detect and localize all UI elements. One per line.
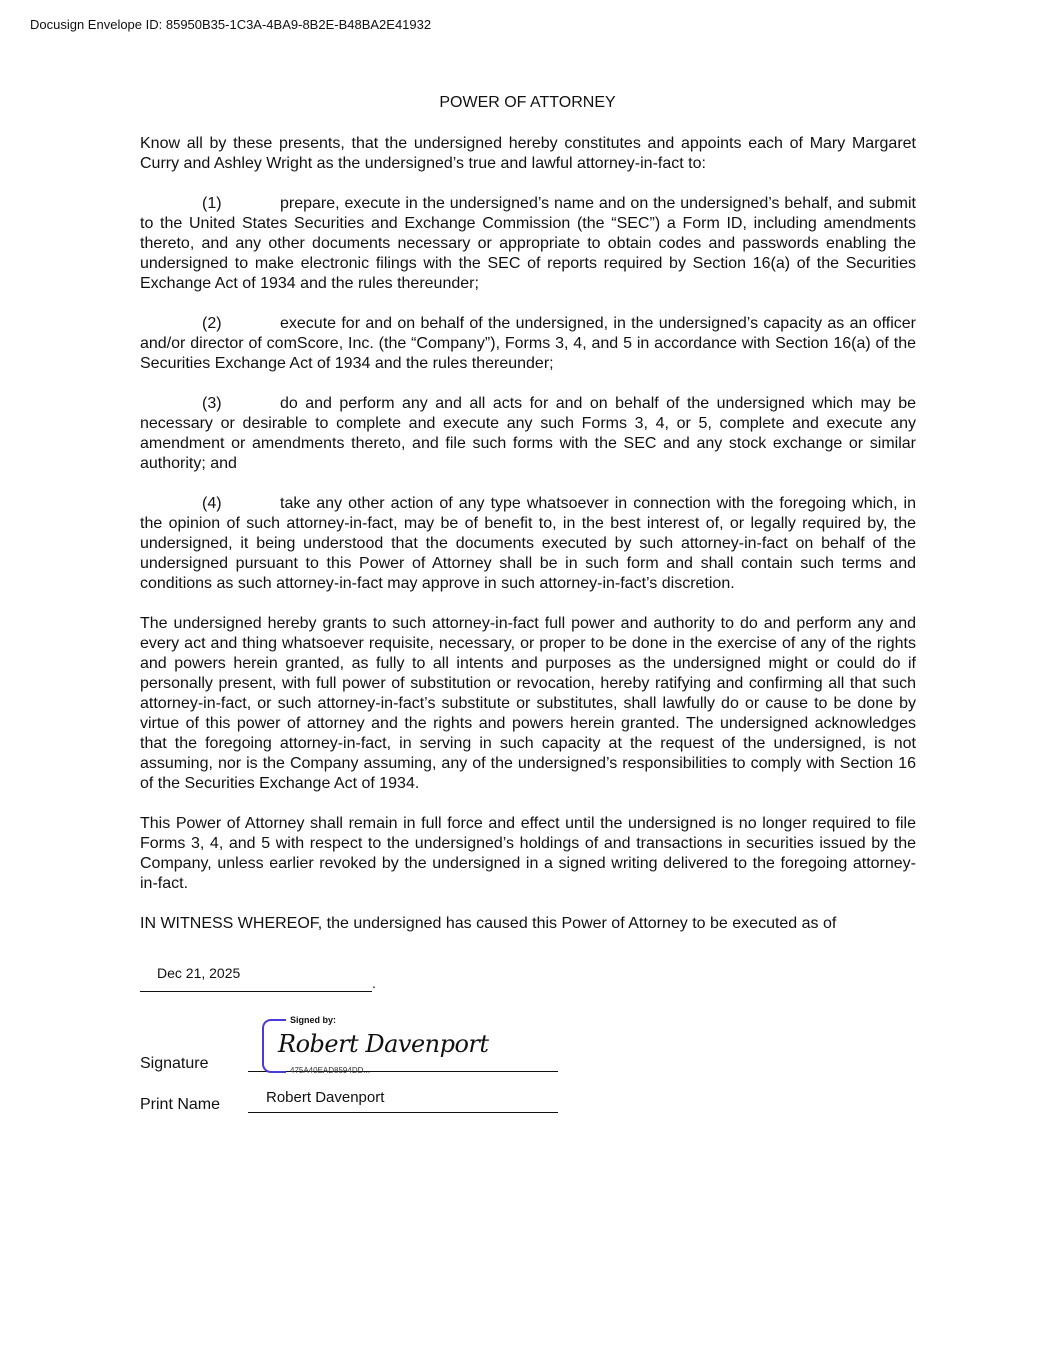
item-2 — [140, 314, 916, 374]
item-text: do and perform any and all acts for and on behalf of the undersigned which may be necessary or desirable to complete and execute any such Forms 3, 4, or 5, complete and execute any amendment or amendments thereto, and file such forms with the SEC and any stock exchange or similar authority; and — [140, 395, 916, 472]
envelope-id: Docusign Envelope ID: 85950B35-1C3A-4BA9-8B2E-B48BA2E41932 — [30, 17, 432, 32]
item-number: (4) — [202, 495, 222, 512]
print-name-value: Robert Davenport — [266, 1089, 385, 1106]
item-1 — [140, 194, 916, 294]
grant-paragraph: The undersigned hereby grants to such attorney-in-fact full power and authority to do and perform any and every act and thing whatsoever requisite, necessary, or proper to be done in the exercise of any of the rights and powers herein granted, as fully to all intents and purposes as the undersigned might or could do if personally present, with full power of substitution or revocation, hereby ratifying and confirming all that such attorney-in-fact, or such attorney-in-fact’s substitute or substitutes, shall lawfully do or cause to be done by virtue of this power of attorney and the rights and powers herein granted. The undersigned acknowledges that the foregoing attorney-in-fact, in serving in such capacity at the request of the undersigned, is not assuming, nor is the Company assuming, any of the undersigned’s responsibilities to comply with Section 16 of the Securities Exchange Act of 1934. — [140, 615, 916, 792]
item-text: prepare, execute in the undersigned’s name and on the undersigned’s behalf, and submit to the United States Securities and Exchange Commission (the “SEC”) a Form ID, including amendments thereto, and any other documents necessary or appropriate to obtain codes and passwords enabling the undersigned to make electronic filings with the SEC of reports required by Section 16(a) of the Securities Exchange Act of 1934 and the rules thereunder; — [140, 195, 916, 292]
signature-image: Robert Davenport — [278, 1030, 489, 1058]
document-title: POWER OF ATTORNEY — [439, 94, 616, 111]
print-name-label: Print Name — [140, 1096, 221, 1113]
item-number: (3) — [202, 395, 222, 412]
intro-paragraph: Know all by these presents, that the undersigned hereby constitutes and appoints each of Mary Margaret Curry and Ashley Wright as the undersigned’s true and lawful attorney-in-fact to: — [140, 135, 916, 172]
witness-paragraph: IN WITNESS WHEREOF, the undersigned has caused this Power of Attorney to be executed as of — [140, 915, 837, 932]
date-value: Dec 21, 2025 — [157, 965, 241, 981]
item-text: execute for and on behalf of the undersigned, in the undersigned’s capacity as an officer and/or director of comScore, Inc. (the “Company”), Forms 3, 4, and 5 in accordance with Section 16(a) of the Securities Exchange Act of 1934 and the rules thereunder; — [140, 315, 916, 372]
date-period: . — [372, 975, 376, 991]
signature-label: Signature — [140, 1055, 209, 1072]
print-name-line — [248, 1112, 558, 1113]
signed-by-label: Signed by: — [290, 1015, 337, 1025]
item-number: (2) — [202, 315, 222, 332]
signature-hash: 475A40EAD8594DD... — [290, 1066, 371, 1075]
duration-paragraph: This Power of Attorney shall remain in full force and effect until the undersigned is no longer required to file Forms 3, 4, and 5 with respect to the undersigned’s holdings of and transactions in securities issued by the Company, unless earlier revoked by the undersigned in a signed writing delivered to the foregoing attorney-in-fact. — [140, 815, 916, 892]
document-body — [140, 134, 916, 954]
item-number: (1) — [202, 195, 222, 212]
item-4 — [140, 494, 916, 594]
item-3 — [140, 394, 916, 474]
item-text: take any other action of any type whatsoever in connection with the foregoing which, in the opinion of such attorney-in-fact, may be of benefit to, in the best interest of, or legally required by, the undersigned, it being understood that the documents executed by such attorney-in-fact on behalf of the undersigned pursuant to this Power of Attorney shall be in such form and shall contain such terms and conditions as such attorney-in-fact may approve in such attorney-in-fact’s discretion. — [140, 495, 916, 592]
date-field — [140, 964, 372, 992]
